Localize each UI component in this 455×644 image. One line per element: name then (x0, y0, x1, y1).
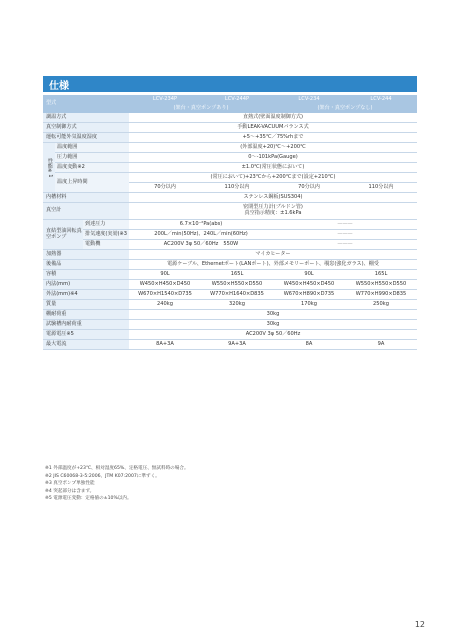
row-label: 試験槽内耐荷重 (43, 320, 129, 330)
footnote: ※5 電源電圧変動：定格値の±10%以内。 (45, 496, 132, 501)
cell-value: 9A+3A (201, 340, 273, 350)
cell-value: 70分以内 (273, 183, 345, 193)
table-row (43, 310, 417, 320)
row-value-line: 真空指示精度：±1.6kPa (244, 210, 302, 216)
row-value: 200L／min(50Hz)、240L／min(60Hz) (129, 230, 273, 240)
row-label: 排気速度(実効)※3 (83, 230, 129, 240)
model-1: LCV-234P (129, 95, 201, 104)
header-sub-left: (架台・真空ポンプあり) (129, 104, 273, 113)
row-value: +5～+35℃／75%rhまで (129, 133, 417, 143)
row-value: AC200V 3φ 50／60Hz 550W (129, 240, 273, 250)
row-value-line: 密閉型圧力計(ブルドン管) (243, 204, 303, 211)
table-row (43, 123, 417, 133)
footnote: ※3 真空ポンプ単独性能 (45, 481, 95, 486)
header-sub-right: (架台・真空ポンプなし) (273, 104, 417, 113)
table-row (43, 340, 417, 350)
row-label: 真空制御方式 (43, 123, 129, 133)
table-row (43, 193, 417, 203)
cell-value: 90L (273, 270, 345, 280)
table-row (43, 320, 417, 330)
row-label: 容積 (43, 270, 129, 280)
cell-value: 320kg (201, 300, 273, 310)
table-row (43, 300, 417, 310)
cell-value: W770×H990×D835 (345, 290, 417, 300)
performance-group-label: 性能※1 (43, 143, 55, 193)
row-value (129, 203, 417, 220)
model-2: LCV-244P (201, 95, 273, 104)
section-title: 仕様 (49, 81, 69, 92)
cell-value: 110分以内 (345, 183, 417, 193)
table-row (43, 173, 417, 183)
row-value: 0～-101kPa(Gauge) (129, 153, 417, 163)
row-label: 質量 (43, 300, 129, 310)
row-value: (常圧において)+23℃から+200℃まで(設定+210℃) (129, 173, 417, 183)
cell-value: 240kg (129, 300, 201, 310)
cell-value: W550×H550×D550 (345, 280, 417, 290)
footnote: ※1 外部温度が+23℃、相対湿度65%、定格電圧、無試料時の場合。 (45, 466, 189, 471)
row-value: (外部温度+20)℃～+200℃ (129, 143, 417, 153)
cell-value: 8A (273, 340, 345, 350)
row-dash: ——— (273, 230, 417, 240)
row-value: ステンレス鋼板(SUS304) (129, 193, 417, 203)
pump-group-label: 直結型油回転真空ポンプ (43, 220, 83, 250)
row-label: 棚耐荷重 (43, 310, 129, 320)
row-value: 30kg (129, 310, 417, 320)
table-row (43, 203, 417, 220)
page-number: 12 (414, 620, 425, 629)
cell-value: 90L (129, 270, 201, 280)
row-label: 真空計 (43, 203, 129, 220)
row-value: マイカヒーター (129, 250, 417, 260)
cell-value: 110分以内 (201, 183, 273, 193)
section-title-bar (43, 76, 417, 92)
table-row (43, 290, 417, 300)
table-row (43, 143, 417, 153)
cell-value: 70分以内 (129, 183, 201, 193)
spec-table (43, 95, 417, 350)
row-label: 電源電圧※5 (43, 330, 129, 340)
row-label: 温度範囲 (55, 143, 129, 153)
row-label: 圧力範囲 (55, 153, 129, 163)
table-row (43, 220, 417, 230)
row-value: 手動LEAK-VACUUMバランス式 (129, 123, 417, 133)
row-label: 最大電流 (43, 340, 129, 350)
table-row (43, 270, 417, 280)
table-row (43, 113, 417, 123)
table-row (43, 163, 417, 173)
row-dash: ——— (273, 220, 417, 230)
cell-value: W670×H1540×D735 (129, 290, 201, 300)
footnote: ※2 JIS C60068-3-5:2006、JTM K07:2007に準ずく。 (45, 473, 160, 479)
row-label: 温度変動※2 (55, 163, 129, 173)
row-value: 30kg (129, 320, 417, 330)
cell-value: W670×H890×D735 (273, 290, 345, 300)
row-value: AC200V 3φ 50／60Hz (129, 330, 417, 340)
table-row (43, 280, 417, 290)
cell-value: 8A+3A (129, 340, 201, 350)
table-row (43, 330, 417, 340)
row-label: 内法(mm) (43, 280, 129, 290)
table-row (43, 153, 417, 163)
row-label: 到達圧力 (83, 220, 129, 230)
cell-value: 165L (201, 270, 273, 280)
footnotes (45, 465, 415, 503)
cell-value: 170kg (273, 300, 345, 310)
cell-value: W770×H1640×D835 (201, 290, 273, 300)
table-row (43, 240, 417, 250)
row-label: 内槽材料 (43, 193, 129, 203)
row-label: 外法(mm)※4 (43, 290, 129, 300)
row-label: 加熱器 (43, 250, 129, 260)
row-label: 調温方式 (43, 113, 129, 123)
row-value: 6.7×10⁻²Pa(abs) (129, 220, 273, 230)
header-row-models (43, 95, 417, 104)
row-value: ±1.0℃(常圧状態において) (129, 163, 417, 173)
table-row (43, 250, 417, 260)
table-row (43, 133, 417, 143)
cell-value: W550×H550×D550 (201, 280, 273, 290)
header-label: 型式 (43, 95, 129, 113)
footnote: ※4 突起部分は含まず。 (45, 488, 95, 494)
table-row (43, 260, 417, 270)
cell-value: 250kg (345, 300, 417, 310)
row-label: 運転可能外気温度湿度 (43, 133, 129, 143)
model-3: LCV-234 (273, 95, 345, 104)
row-value: 電源ケーブル、Ethernetポート(LANポート)、外部メモリーポート、覗窓(強化ガラス)、棚受 (129, 260, 417, 270)
row-value: 直熱式(壁面温度制御方式) (129, 113, 417, 123)
cell-value: W450×H450×D450 (129, 280, 201, 290)
cell-value: 165L (345, 270, 417, 280)
row-label: 後備品 (43, 260, 129, 270)
row-label: 電動機 (83, 240, 129, 250)
model-4: LCV-244 (345, 95, 417, 104)
table-row (43, 230, 417, 240)
row-dash: ——— (273, 240, 417, 250)
cell-value: 9A (345, 340, 417, 350)
cell-value: W450×H450×D450 (273, 280, 345, 290)
row-label: 温度上昇時間 (55, 173, 129, 193)
